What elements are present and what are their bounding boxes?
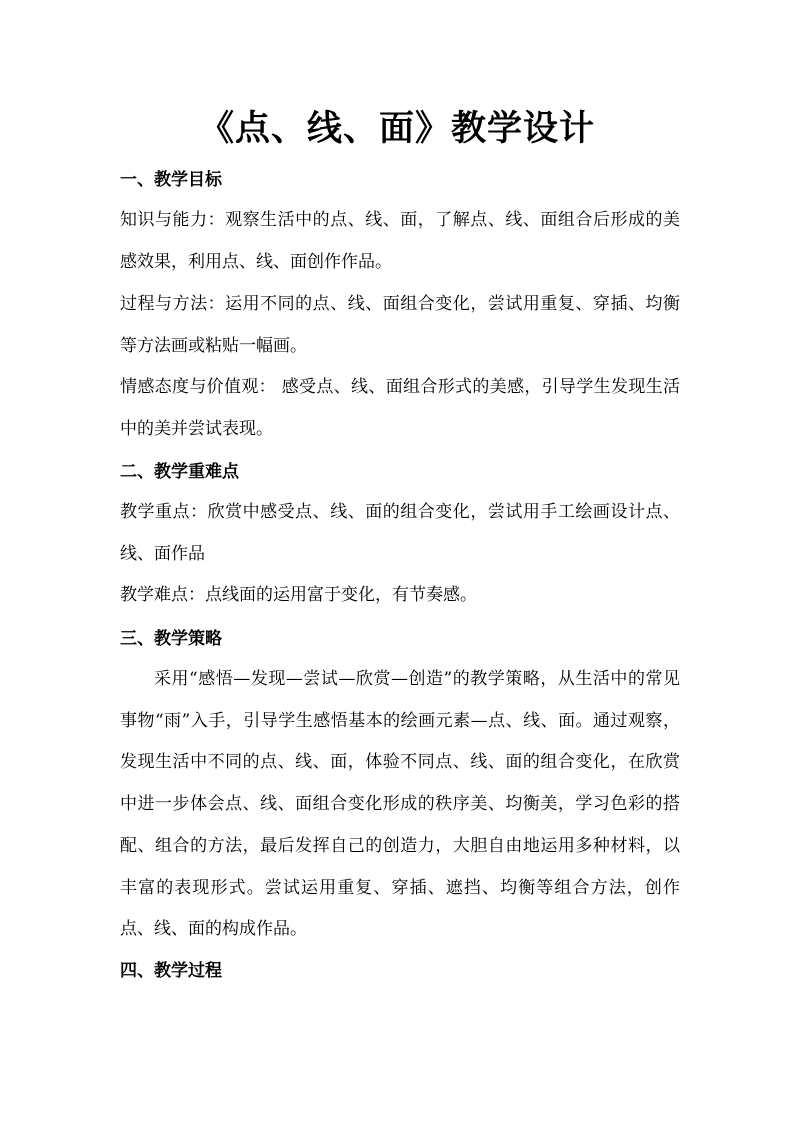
paragraph-difficult-points: 教学难点：点线面的运用富于变化，有节奏感。 [120,585,477,605]
section-heading-key-difficult-points: 二、教学重难点 [120,462,239,482]
section-heading-teaching-objectives: 一、教学目标 [120,170,222,190]
paragraph-teaching-strategy: 采用“感悟—发现—尝试—欣赏—创造”的教学策略，从生活中的常见事物“雨”入手，引导学生感悟基本的绘画元素—点、线、面。通过观察，发现生活中不同的点、线、面，体验不同点、线、面的组合变化，在欣赏中进一步体会点、线、面组合变化形成的秩序美、均衡美，学习色彩的搭配、组合的方法，最后发挥自己的创造力，大胆自由地运用多种材料，以丰富的表现形式。尝试运用重复、穿插、遮挡、均衡等组合方法，创作点、线、面的构成作品。 [120,669,680,940]
page-title: 《点、线、面》教学设计 [198,108,595,149]
section-heading-teaching-process: 四、教学过程 [120,961,222,981]
paragraph-emotion-values: 情感态度与价值观： 感受点、线、面组合形式的美感，引导学生发现生活中的美并尝试表现。 [120,377,680,439]
paragraph-key-points: 教学重点：欣赏中感受点、线、面的组合变化，尝试用手工绘画设计点、线、面作品 [120,502,680,564]
paragraph-process-method: 过程与方法：运用不同的点、线、面组合变化，尝试用重复、穿插、均衡等方法画或粘贴一幅画。 [120,294,680,356]
section-heading-teaching-strategy: 三、教学策略 [120,629,222,649]
paragraph-knowledge-ability: 知识与能力：观察生活中的点、线、面，了解点、线、面组合后形成的美感效果，利用点、线、面创作作品。 [120,210,680,272]
